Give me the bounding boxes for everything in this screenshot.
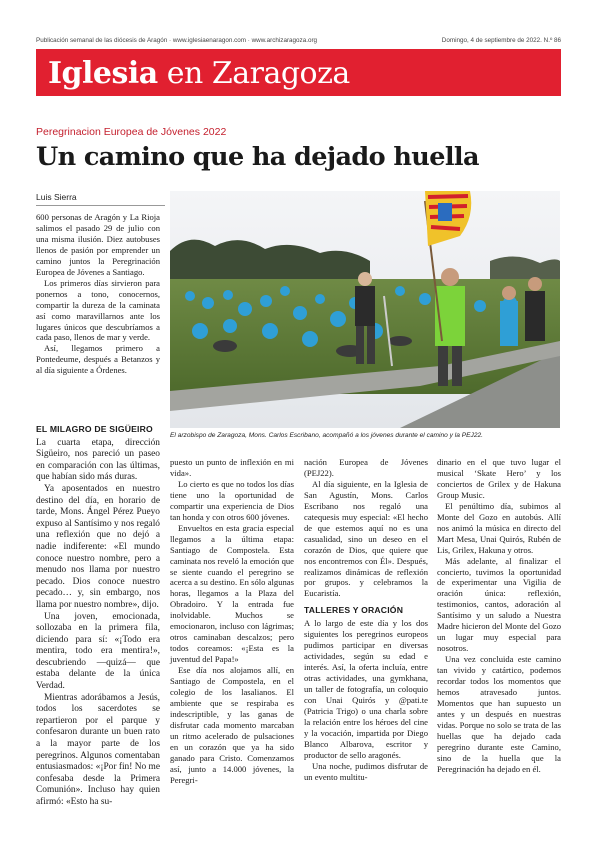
article-photo — [170, 191, 560, 428]
section-heading: EL MILAGRO DE SIGÜEIRO — [36, 424, 153, 434]
issue-date: Domingo, 4 de septiembre de 2022. N.º 86 — [441, 37, 561, 44]
author-divider — [36, 205, 165, 206]
paragraph: Lo cierto es que no todos los días tiene uno la oportunidad de compartir una experiencia de Dios tan honda y con otros 600 jóvenes. — [170, 478, 294, 522]
paragraph: Los primeros días sirvieron para ponernos a tono, conocernos, compartir la dureza de la caminata así como maravillarnos ante los lugares únicos que descubríamos a cada paso, llenos de mar y verde. — [36, 277, 160, 343]
paragraph: Envueltos en esta gracia especial llegamos a la última etapa: Santiago de Compostela. Esta caminata nos reveló la emoción que se siente cuando el peregrino se acerca a su destino. En sólo algunas horas, llegamos a la Plaza del Obradoiro. Y la entrada fue inolvidable. Muchos se emocionaron, incluso con lágrimas; otros caminaban descalzos; pero todos coreamos: «¡Esta es la juventud del Papa!» — [170, 522, 294, 665]
header-line — [36, 37, 561, 47]
paragraph: 600 personas de Aragón y La Rioja salimos el pasado 29 de julio con una misma ilusión. Diez autobuses llenos de pasión por emprender un camino juntos la Peregrinación Europea de Jóvenes a Santiago. — [36, 212, 160, 277]
photo-caption: El arzobispo de Zaragoza, Mons. Carlos Escribano, acompañó a los jóvenes durante el camino y la PEJ22. — [170, 432, 484, 439]
paragraph: dinario en el que tuvo lugar el musical ‘Skate Hero’ y los conciertos de Grilex y de Hakuna Group Music. — [437, 457, 561, 500]
paragraph: La cuarta etapa, dirección Sigüeiro, nos pareció un paseo en comparación con las últimas, que habían sido más duras. — [36, 437, 160, 483]
paragraph: Una joven, emocionada, sollozaba en la primera fila, diciendo para sí: «¡Todo era mentira, todo era mentira!», descubriendo —quizá— que estaba delante de la única Verdad. — [36, 611, 160, 692]
paragraph: A lo largo de este día y los dos siguientes los peregrinos europeos pudimos participar en diversas actividades, según su edad e interés. Así, la oferta incluía, entre otras actividades, una gymkhana, un taller de fotografía, un coloquio con Unai Quirós y @pati.te (Patricia Trigo) o una charla sobre la relación entre los héroes del cine y la vocación, impartida por Diego Blanco Albarova, escritor y productor de sello aragonés. — [304, 618, 428, 760]
publication-info: Publicación semanal de las diócesis de Aragón · www.iglesiaenaragon.com · www.archizaragoza.org — [36, 37, 318, 44]
column-4 — [437, 457, 561, 775]
paragraph: El penúltimo día, subimos al Monte del Gozo en autobús. Allí nos animó la música en directo del Mart Mesa, Unai Quirós, Rubén de Lis, Grilex, Hakuna y otros. — [437, 500, 561, 555]
paragraph: puesto un punto de inflexión en mi vida». — [170, 457, 294, 478]
paragraph: Una vez concluida este camino tan vivido y catártico, podemos recordar todos los momentos que hemos atravesado juntos. Momentos que han supuesto un antes y un después en nuestras vidas. Porque no solo se trata de las huellas que ha dejado cada peregrino durante este Camino, sino de la huella que la Peregrinación ha dejado en él. — [437, 654, 561, 774]
paragraph: Ese día nos alojamos allí, en Santiago de Compostela, en el colegio de los lasalianos. El ambiente que se respiraba es indescriptible, y las ganas de disfrutar cada momento marcaban un ritmo acelerado de pulsaciones en un corazón que ya ha sido ganado para Cristo. Comenzamos así, junto a 14.000 jóvenes, la Peregri- — [170, 665, 294, 785]
section-heading: TALLERES Y ORACIÓN — [304, 605, 404, 616]
article-author: Luis Sierra — [36, 192, 77, 202]
paragraph: Más adelante, al finalizar el concierto, tuvimos la oportunidad de experimentar una Vigilia de oración única: reflexión, testimonios, cantos, adoración al Santísimo y un saludo a Nuestra Madre hicieron del Monte del Gozo un lugar muy especial para nosotros. — [437, 555, 561, 654]
column-1-bottom — [36, 418, 160, 809]
article-headline: Un camino que ha dejado huella — [36, 142, 479, 172]
article-kicker: Peregrinacion Europea de Jóvenes 2022 — [36, 126, 227, 138]
pilgrims-photo — [170, 191, 560, 428]
paragraph: Una noche, pudimos disfrutar de un evento multitu- — [304, 760, 428, 782]
column-1-top — [36, 212, 160, 376]
paragraph: Ya aposentados en nuestro destino del día, en horario de tarde, Mons. Ángel Pérez Pueyo expuso al Santísimo y nos regaló una reflexión que no dejó a nadie indiferente: «El mundo conoce nuestro nombre, pero a menudo nos llama por nuestro pecado. Dios conoce nuestro pecado… y, sin embargo, nos llama por nuestro nombre», dijo. — [36, 483, 160, 610]
paragraph: nación Europea de Jóvenes (PEJ22). — [304, 457, 428, 478]
paragraph: Al día siguiente, en la Iglesia de San Agustín, Mons. Carlos Escribano nos regaló una catequesis muy especial: «El hecho de que estemos aquí no es una casualidad, sino un deseo en el corazón de Dios, que quiere que nos encontremos con Él». Después, realizamos dinámicas de reflexión por grupos. y celebramos la Eucaristía. — [304, 478, 428, 599]
masthead — [36, 49, 561, 96]
paragraph: Mientras adorábamos a Jesús, todos los sacerdotes se repartieron por el parque y confesaron durante un buen rato a la mayor parte de los peregrinos. Algunos comentaban entusiasmados: «¡Por fin! No me confesaba desde la Primera Comunión». Incluso hay quien afirmó: «Esto ha su- — [36, 692, 160, 807]
column-3 — [304, 457, 428, 783]
paragraph: Así, llegamos primero a Pontedeume, después a Betanzos y al día siguiente a Órdenes. — [36, 343, 160, 376]
column-2 — [170, 457, 294, 786]
masthead-title: Iglesia en Zaragoza — [48, 56, 350, 91]
